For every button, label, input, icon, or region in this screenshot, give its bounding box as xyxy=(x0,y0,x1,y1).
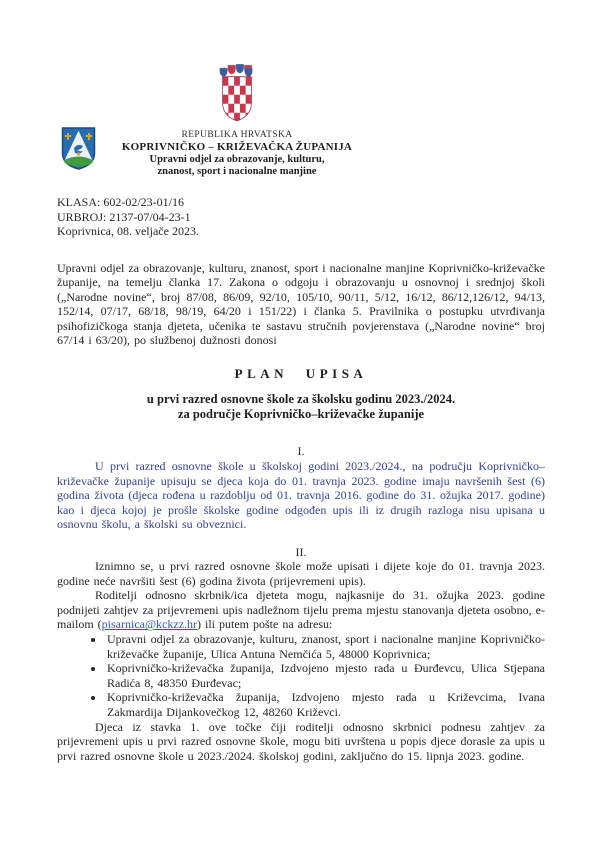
county-coat-of-arms-icon xyxy=(60,126,97,177)
document-subtitle-line2: za područje Koprivničko–križevačke županije xyxy=(177,407,425,422)
paragraph-2-text-after-link: ) ili putem pošte na adresu: xyxy=(197,617,333,632)
header-center-block xyxy=(56,64,418,177)
document-title: PLAN UPISA xyxy=(234,366,368,382)
email-link[interactable]: pisarnica@kckzz.hr xyxy=(101,617,198,632)
country-name: REPUBLIKA HRVATSKA xyxy=(181,130,293,140)
section-2-heading: II. xyxy=(295,545,307,560)
croatian-coat-of-arms-icon xyxy=(56,64,418,127)
county-name: KOPRIVNIČKO – KRIŽEVAČKA ŽUPANIJA xyxy=(121,141,353,153)
section-1-heading: I. xyxy=(297,444,305,459)
address-list-item xyxy=(105,632,545,661)
section-2-paragraph-2 xyxy=(57,588,545,632)
urbroj-number: URBROJ: 2137-07/04-23-1 xyxy=(57,209,191,224)
document-subtitle-line1: u prvi razred osnovne škole za školsku godinu 2023./2024. xyxy=(146,392,456,407)
document-header xyxy=(0,0,600,177)
document-body xyxy=(0,195,600,763)
klasa-number: KLASA: 602-02/23-01/16 xyxy=(57,195,184,209)
address-item-text: Koprivničko-križevačka županija, Izdvojeno mjesto rada u Đurđevcu, Ulica Stjepana Radića 8, 48350 Đurđevac; xyxy=(107,661,545,690)
department-name-line1: Upravni odjel za obrazovanje, kulturu, xyxy=(149,154,325,165)
address-list-item xyxy=(105,690,545,719)
section-2-paragraph-1: Iznimno se, u prvi razred osnovne škole može upisati i dijete koje do 01. travnja 2023. godine neće navršiti šest (6) godina života (prijevremeni upis). xyxy=(57,559,545,588)
place-and-date: Koprivnica, 08. veljače 2023. xyxy=(57,224,199,238)
address-item-text: Upravni odjel za obrazovanje, kulturu, znanost, sport i nacionalne manjine Koprivničko-križevačke županije, Ulica Antuna Nemčića 5, 48000 Koprivnica; xyxy=(107,632,545,661)
department-name-line2: znanost, sport i nacionalne manjine xyxy=(157,165,317,177)
intro-paragraph: Upravni odjel za obrazovanje, kulturu, znanost, sport i nacionalne manjine Koprivničko-križevačke županije, na temelju članka 17. Zakona o odgoju i obrazovanju u osnovnoj i srednjoj školi („Narodne novine“, broj 87/08, 86/09, 92/10, 105/10, 90/11, 5/12, 16/12, 86/12,126/12, 94/13, 152/14, 07/17, 68/18, 98/19, 64/20 i 151/22) i članka 5. Pravilnika o postupku utvrđivanja psihofizičkoga stanja djeteta, učenika te sastavu stručnih povjerenstava („Narodne novine“ broj 67/14 i 63/20), po službenoj dužnosti donosi xyxy=(57,260,545,348)
section-2-paragraph-3: Djeca iz stavka 1. ove točke čiji roditelji odnosno skrbnici podnesu zahtjev za prijevremeni upis u prvi razred osnovne škole, mogu biti uvrštena u popis djece dorasle za upis u prvi razred osnovne škole u 2023./2024. školskoj godini, zaključno do 15. lipnja 2023. godine. xyxy=(57,719,545,763)
address-item-text: Koprivničko-križevačka županija, Izdvojeno mjesto rada u Križevcima, Ivana Zakmardija Dijankovečkog 12, 48260 Križevci. xyxy=(107,690,545,719)
document-reference-block xyxy=(57,195,545,239)
paragraph-2-text-before-link: Roditelji odnosno skrbnik/ica djeteta mogu, najkasnije do 31. ožujka 2023. godine podnijeti zahtjev za prijevremeni upis nadležnom tijelu prema mjestu stanovanja djeteta osobno, e-mailom ( xyxy=(57,588,545,632)
section-1-paragraph: U prvi razred osnovne škole u školskoj godini 2023./2024., na području Koprivničko–križevačke županije upisuju se djeca koja do 01. travnja 2023. godine imaju navršenih šest (6) godina života (djeca rođena u razdoblju od 01. travnja 2016. godine do 31. ožujka 2017. godine) kao i djeca kojoj je prošle školske godine odgođen upis ili iz drugih razloga nisu upisana u osnovnu školu, a školski su obveznici. xyxy=(57,459,545,532)
address-list xyxy=(57,632,545,720)
address-list-item xyxy=(105,661,545,690)
